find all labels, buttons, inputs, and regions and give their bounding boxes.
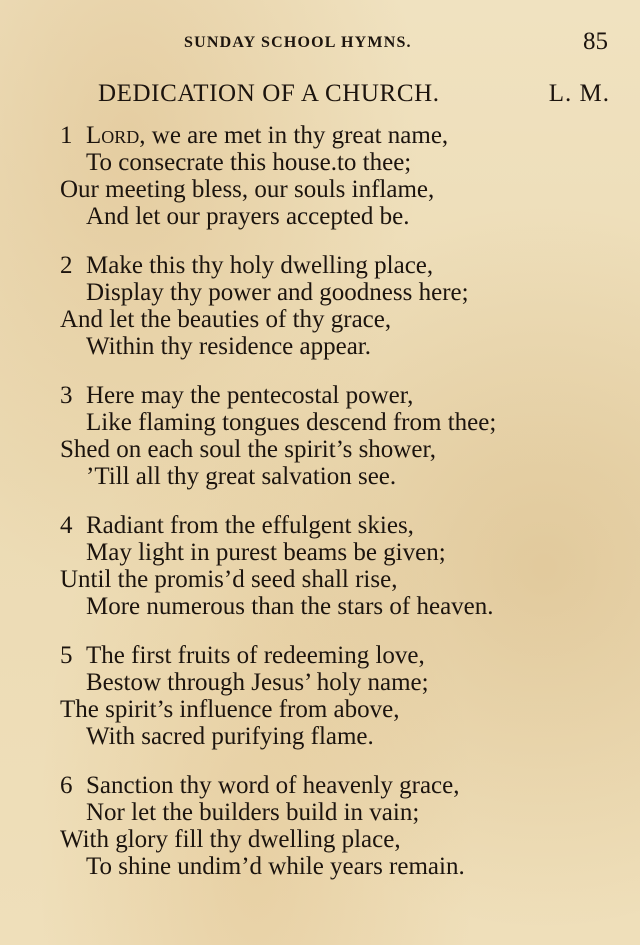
stanza-line: To consecrate this house.to thee; xyxy=(86,149,412,176)
page-number: 85 xyxy=(583,28,608,55)
hymn-heading xyxy=(0,80,640,116)
stanza-line: And let our prayers accepted be. xyxy=(86,203,410,230)
stanza-line xyxy=(0,642,640,669)
stanza-number: 5 xyxy=(60,642,73,669)
hymn-title: DEDICATION OF A CHURCH. xyxy=(98,80,440,107)
stanza-2 xyxy=(0,252,640,360)
hymn-meter: L. M. xyxy=(548,80,610,107)
running-head xyxy=(0,30,640,56)
stanza-4 xyxy=(0,512,640,620)
running-title: SUNDAY SCHOOL HYMNS. xyxy=(184,34,412,51)
stanza-line xyxy=(0,772,640,799)
stanza-line: Within thy residence appear. xyxy=(86,333,371,360)
stanza-line-text: we are met in thy great name, xyxy=(145,122,449,149)
stanza-number: 3 xyxy=(60,382,73,409)
stanza-line: Nor let the builders build in vain; xyxy=(86,799,420,826)
stanza-5 xyxy=(0,642,640,750)
stanza-1 xyxy=(0,122,640,230)
stanza-number: 4 xyxy=(60,512,73,539)
stanza-line-text: The first fruits of redeeming love, xyxy=(86,642,425,669)
stanza-line xyxy=(0,252,640,279)
stanza-line: With glory fill thy dwelling place, xyxy=(60,826,401,853)
stanza-line: The spirit’s influence from above, xyxy=(60,696,400,723)
stanza-line: Like flaming tongues descend from thee; xyxy=(86,409,497,436)
stanza-line: May light in purest beams be given; xyxy=(86,539,446,566)
stanza-line: More numerous than the stars of heaven. xyxy=(86,593,494,620)
stanza-number: 1 xyxy=(60,122,73,149)
stanza-line xyxy=(0,382,640,409)
hymn-stanzas xyxy=(0,122,640,902)
stanza-line-text: Here may the pentecostal power, xyxy=(86,382,414,409)
stanza-line: Bestow through Jesus’ holy name; xyxy=(86,669,429,696)
stanza-first-word: Lord, xyxy=(86,122,146,149)
stanza-line: Our meeting bless, our souls inflame, xyxy=(60,176,435,203)
stanza-line: With sacred purifying flame. xyxy=(86,723,374,750)
stanza-line: And let the beauties of thy grace, xyxy=(60,306,392,333)
stanza-line: ’Till all thy great salvation see. xyxy=(86,463,397,490)
stanza-line-text: Radiant from the effulgent skies, xyxy=(86,512,414,539)
stanza-number: 2 xyxy=(60,252,73,279)
stanza-number: 6 xyxy=(60,772,73,799)
stanza-6 xyxy=(0,772,640,880)
stanza-line: Until the promis’d seed shall rise, xyxy=(60,566,398,593)
stanza-line: To shine undim’d while years remain. xyxy=(86,853,465,880)
stanza-line: Display thy power and goodness here; xyxy=(86,279,469,306)
stanza-3 xyxy=(0,382,640,490)
stanza-line-text: Sanction thy word of heavenly grace, xyxy=(86,772,460,799)
stanza-line-text: Make this thy holy dwelling place, xyxy=(86,252,434,279)
stanza-line xyxy=(0,122,640,149)
stanza-line xyxy=(0,512,640,539)
stanza-line: Shed on each soul the spirit’s shower, xyxy=(60,436,437,463)
